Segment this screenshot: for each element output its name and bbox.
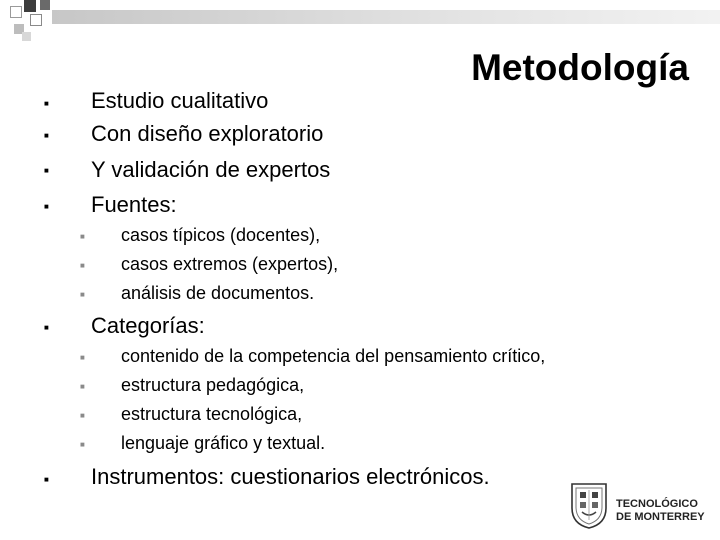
sub-bullet-marker: ■ [80,290,85,299]
deco-square [24,0,36,12]
bullet-item: Y validación de expertos [91,157,331,182]
logo-line-2: DE MONTERREY [616,511,705,523]
header-decoration [0,0,720,48]
bullet-marker: ■ [44,166,49,175]
bullet-item: Categorías: [91,313,205,338]
bullet-marker: ■ [44,202,49,211]
bullet-marker: ■ [44,475,49,484]
slide-title: Metodología [471,47,689,88]
header-bar [52,10,720,24]
bullet-marker: ■ [44,131,49,140]
sub-bullet-marker: ■ [80,382,85,391]
sub-bullet-item: estructura pedagógica, [121,375,305,395]
logo-line-1: TECNOLÓGICO [616,498,698,510]
bullet-marker: ■ [44,323,49,332]
sub-bullet-marker: ■ [80,411,85,420]
institution-logo [566,480,716,534]
sub-bullet-item: estructura tecnológica, [121,404,303,424]
deco-square [40,0,50,10]
bullet-item: Con diseño exploratorio [91,121,324,146]
sub-bullet-marker: ■ [80,261,85,270]
deco-square [10,6,22,18]
bullet-item: Estudio cualitativo [91,88,269,113]
deco-square [22,32,31,41]
bullet-marker: ■ [44,99,49,108]
sub-bullet-item: lenguaje gráfico y textual. [121,433,326,453]
sub-bullet-item: casos típicos (docentes), [121,225,321,245]
logo-wordmark [616,498,705,524]
sub-bullet-item: casos extremos (expertos), [121,254,339,274]
sub-bullet-marker: ■ [80,353,85,362]
bullet-item: Fuentes: [91,192,177,217]
sub-bullet-marker: ■ [80,232,85,241]
deco-square [30,14,42,26]
sub-bullet-item: contenido de la competencia del pensamiento crítico, [121,346,546,366]
sub-bullet-marker: ■ [80,440,85,449]
institution-seal-icon [566,480,612,530]
bullet-item: Instrumentos: cuestionarios electrónicos. [91,464,490,489]
sub-bullet-item: análisis de documentos. [121,283,315,303]
